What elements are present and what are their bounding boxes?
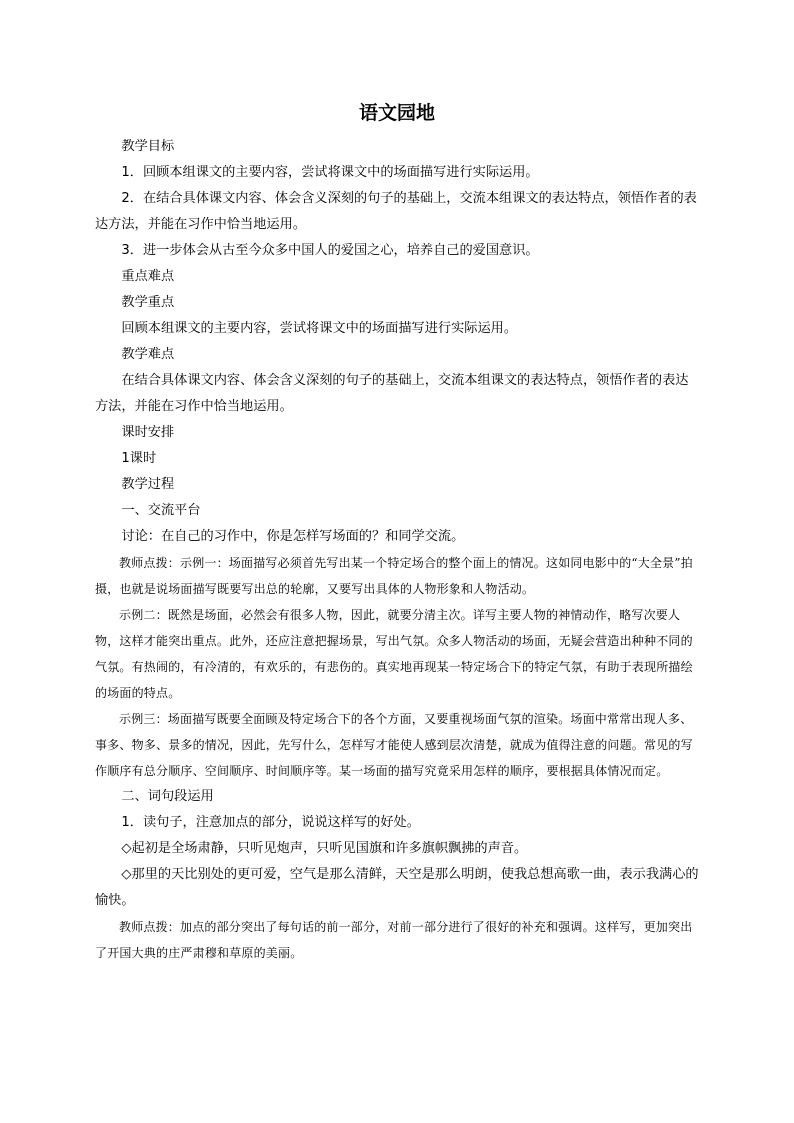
sentence-2: ◇那里的天比别处的更可爱，空气是那么清鲜，天空是那么明朗，使我总想高歌一曲，表示我满心的愉快。 xyxy=(95,867,699,908)
exercise-1: 1．读句子，注意加点的部分，说说这样写的好处。 xyxy=(121,815,420,830)
difficulty-text: 在结合具体课文内容、体会含义深刻的句子的基础上，交流本组课文的表达特点，领悟作者的表达方法，并能在习作中恰当地运用。 xyxy=(95,373,689,414)
goal-item-2: 2．在结合具体课文内容、体会含义深刻的句子的基础上，交流本组课文的表达特点，领悟作者的表达方法，并能在习作中恰当地运用。 xyxy=(95,191,697,232)
discussion-text: 讨论：在自己的习作中，你是怎样写场面的？和同学交流。 xyxy=(121,529,465,544)
section-exchange-platform: 一、交流平台 xyxy=(121,503,201,518)
heading-key-difficult: 重点难点 xyxy=(121,269,175,284)
page-title: 语文园地 xyxy=(358,102,435,124)
teacher-tip-example-2: 示例二：既然是场面，必然会有很多人物，因此，就要分清主次。详写主要人物的神情动作，略写次要人物，这样才能突出重点。此外，还应注意把握场景，写出气氛。众多人物活动的场面，无疑会营造出种种不同的气氛。有热闹的，有冷清的，有欢乐的，有悲伤的。真实地再现某一特定场合下的特定气氛，有助于表现所描绘的场面的特点。 xyxy=(95,608,693,700)
teacher-tip-sentences: 教师点拨：加点的部分突出了每句话的前一部分，对前一部分进行了很好的补充和强调。这样写，更加突出了开国大典的庄严肃穆和草原的美丽。 xyxy=(95,920,693,960)
heading-teaching-process: 教学过程 xyxy=(121,477,175,492)
sentence-1: ◇起初是全场肃静，只听见炮声，只听见国旗和许多旗帜飘拂的声音。 xyxy=(121,841,528,856)
goal-item-3: 3．进一步体会从古至今众多中国人的爱国之心，培养自己的爱国意识。 xyxy=(121,243,539,258)
heading-teaching-difficulty: 教学难点 xyxy=(121,347,175,362)
schedule-text: 1课时 xyxy=(121,451,157,466)
section-word-sentence-use: 二、词句段运用 xyxy=(121,789,214,804)
document-body xyxy=(95,134,699,966)
teacher-tip-example-1: 教师点拨：示例一：场面描写必须首先写出某一个特定场合的整个面上的情况。这如同电影中的“大全景”拍摄，也就是说场面描写既要写出总的轮廓，又要写出具体的人物形象和人物活动。 xyxy=(95,556,693,596)
goal-item-1: 1．回顾本组课文的主要内容，尝试将课文中的场面描写进行实际运用。 xyxy=(121,165,539,180)
heading-schedule: 课时安排 xyxy=(121,425,175,440)
teacher-tip-example-3: 示例三：场面描写既要全面顾及特定场合下的各个方面，又要重视场面气氛的渲染。场面中常常出现人多、事多、物多、景多的情况，因此，先写什么，怎样写才能使人感到层次清楚，就成为值得注意的问题。常见的写作顺序有总分顺序、空间顺序、时间顺序等。某一场面的描写究竟采用怎样的顺序，要根据具体情况而定。 xyxy=(95,712,693,778)
heading-teaching-focus: 教学重点 xyxy=(121,295,175,310)
heading-teaching-goals: 教学目标 xyxy=(121,139,175,154)
focus-text: 回顾本组课文的主要内容，尝试将课文中的场面描写进行实际运用。 xyxy=(121,321,518,336)
